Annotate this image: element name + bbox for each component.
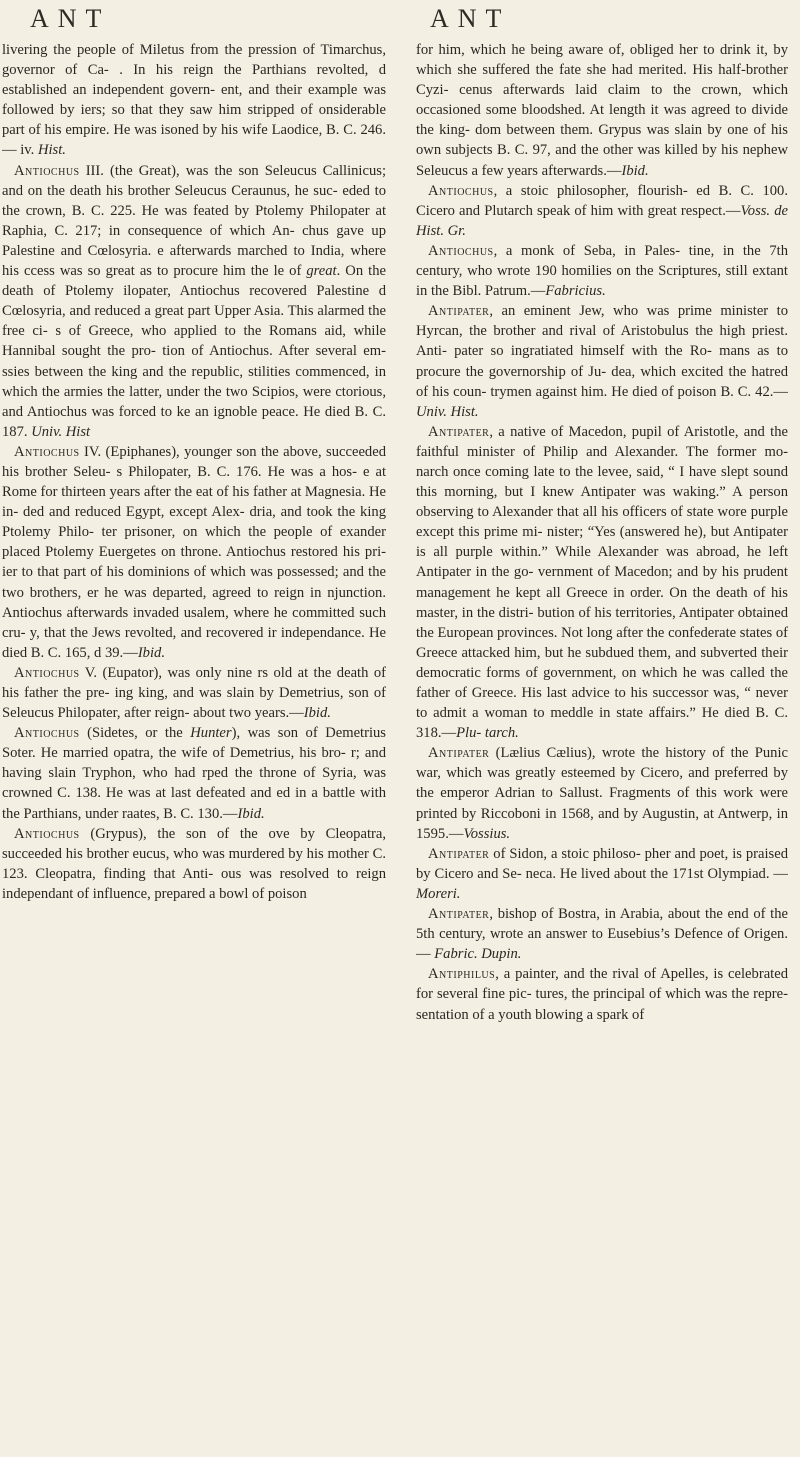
entry-text: Antiochus V. (Eupator), was only nine rs old at the death of his father the pre- ing king, and was slain by Demetrius, son of Seleucus Philopater, after reign- about two years.—Ibid. xyxy=(2,664,386,722)
entry-headword: Antipater xyxy=(428,745,490,762)
entry-text: for him, which he being aware of, obliged her to drink it, by which she suffered the fate she had merited. His half-brother Cyzi- cenus afterwards laid claim to the crown, which occasioned some bloodshed. At length it was agreed to divide the king- dom between them. Grypus was slain by one of his own subjects B. C. 97, and the other was killed by his nephew Seleucus a few years afterwards.—Ibid. xyxy=(416,42,788,179)
entry-headword: Antiochus xyxy=(14,443,80,460)
entry-headword: Antiochus xyxy=(14,725,80,742)
entry-headword: Antiochus xyxy=(428,182,494,199)
entry-text: Antiochus IV. (Epiphanes), younger son the above, succeeded his brother Seleu- s Philopater, B. C. 176. He was a hos- e at Rome for thirteen years after the eat of his father at Magnesia. He in- ded and reduced Egypt, except Alex- dria, and took the king Ptolemy Philo- ter prisoner, on which the people of exander placed Ptolemy Euergetes on throne. Antiochus restored his pri- ier to that part of his dominions of which was possessed; and the two brothers, er he was departed, agreed to reign in njunction. Antiochus afterwards invaded usalem, where he committed such cru- y, that the Jews revolted, and recovered ir independance. He died B. C. 165, d 39.—Ibid. xyxy=(2,443,386,661)
entry-headword: Antipater xyxy=(428,845,490,862)
entry-headword: Antipater xyxy=(428,906,490,923)
entry-text: Antiphilus, a painter, and the rival of Apelles, is celebrated for several fine pic- tures, the principal of which was the repre- sentation of a youth blowing a spark of xyxy=(416,966,788,1023)
entry-text: Antipater (Lælius Cælius), wrote the history of the Punic war, which was greatly esteemed by Cicero, and preferred by the emperor Adrian to Sallust. Fragments of this work were printed by Riccoboni in 1568, and by Augustin, at Antwerp, in 1595.—Vossius. xyxy=(416,745,788,842)
entry-text: Antipater, a native of Macedon, pupil of Aristotle, and the faithful minister of Philip and Alexander. The former mo- narch once coming late to the levee, said, “ I have slept sound this morning, but I knew Antipater was waking.” A person observing to Alexander that all his officers of state wore purple except this prime mi- nister; “Yes (answered he), but Antipater is all purple within.” While Alexander was abroad, he left Antipater in the go- vernment of Macedon; and by his prudent management he kept all Greece in order. On the death of his master, in the distri- bution of his territories, Antipater obtained the European provinces. Not long after the confederate states of Greece attacked him, but he subdued them, and subverted their democratic forms of government, on which he was called the father of Greece. His last advice to his successor was, “ never to admit a woman to meddle in state affairs.” He died B. C. 318.—Plu- tarch. xyxy=(416,423,788,742)
entry-headword: Antiphilus xyxy=(428,966,496,983)
entry-headword: Antiochus xyxy=(14,664,80,681)
header-left: ANT xyxy=(30,4,111,33)
header-right: ANT xyxy=(430,4,511,33)
entry-text: Antipater of Sidon, a stoic philoso- pher and poet, is praised by Cicero and Se- neca. He lived about the 171st Olympiad. — Moreri. xyxy=(416,845,788,902)
entry-text: Antiochus (Grypus), the son of the ove by Cleopatra, succeeded his brother eucus, who was murdered by his mother C. 123. Cleopatra, finding that Anti- ous was resolved to reign independant of influence, prepared a bowl of poison xyxy=(2,825,386,902)
entry-text: livering the people of Miletus from the pression of Timarchus, governor of Ca- . In his reign the Parthians revolted, d established an independent govern- ent, and their example was followed by iers; so that they saw him stripped of onsiderable part of his empire. He was isoned by his wife Laodice, B. C. 246.— iv. Hist. xyxy=(2,42,386,159)
running-header xyxy=(0,4,800,38)
entry-text: Antiochus, a stoic philosopher, flourish- ed B. C. 100. Cicero and Plutarch speak of him with great respect.—Voss. de Hist. Gr. xyxy=(416,182,788,239)
entry-headword: Antipater xyxy=(428,423,490,440)
right-column xyxy=(416,40,788,1450)
entry-headword: Antiochus xyxy=(14,162,80,179)
entry-headword: Antiochus xyxy=(428,242,494,259)
entry-text: Antipater, bishop of Bostra, in Arabia, about the end of the 5th century, wrote an answer to Eusebius’s Defence of Origen.— Fabric. Dupin. xyxy=(416,906,788,963)
entry-headword: Antiochus xyxy=(14,825,80,842)
entry-headword: Antipater xyxy=(428,303,490,320)
entry-text: Antiochus III. (the Great), was the son Seleucus Callinicus; and on the death his brother Seleucus Ceraunus, he suc- eded to the crown, B. C. 225. He was feated by Ptolemy Philopater at Raphia, C. 217; in consequence of which An- chus gave up Palestine and Cœlosyria. e afterwards marched to India, where his ccess was so great as to procure him the le of great. On the death of Ptolemy ilopater, Antiochus recovered Palestine d Cœlosyria, and reduced a great part Upper Asia. This alarmed the free ci- s of Greece, who applied to the Romans aid, while Hannibal sought the pro- tion of Antiochus. After several em- ssies between the king and the republic, stilities commenced, in which the armies the latter, under the two Scipios, were ctorious, and Antiochus was forced to ke an ignoble peace. He died B. C. 187. Univ. Hist xyxy=(2,162,386,440)
entry-text: Antiochus (Sidetes, or the Hunter), was son of Demetrius Soter. He married opatra, the wife of Demetrius, his bro- r; and having slain Tryphon, who had rped the throne of Syria, was crowned C. 138. He was at last defeated and ed in a battle with the Parthians, under raates, B. C. 130.—Ibid. xyxy=(2,725,386,822)
entry-text: Antipater, an eminent Jew, who was prime minister to Hyrcan, the brother and rival of Aristobulus the high priest. Anti- pater so ingratiated himself with the Ro- mans as to procure the governorship of Ju- dea, which excited the hatred of his coun- trymen against him. He died of poison B. C. 42.—Univ. Hist. xyxy=(416,303,788,420)
left-column xyxy=(2,40,386,1450)
entry-text: Antiochus, a monk of Seba, in Pales- tine, in the 7th century, who wrote 190 homilies on the Scriptures, still extant in the Bibl. Patrum.—Fabricius. xyxy=(416,242,788,300)
